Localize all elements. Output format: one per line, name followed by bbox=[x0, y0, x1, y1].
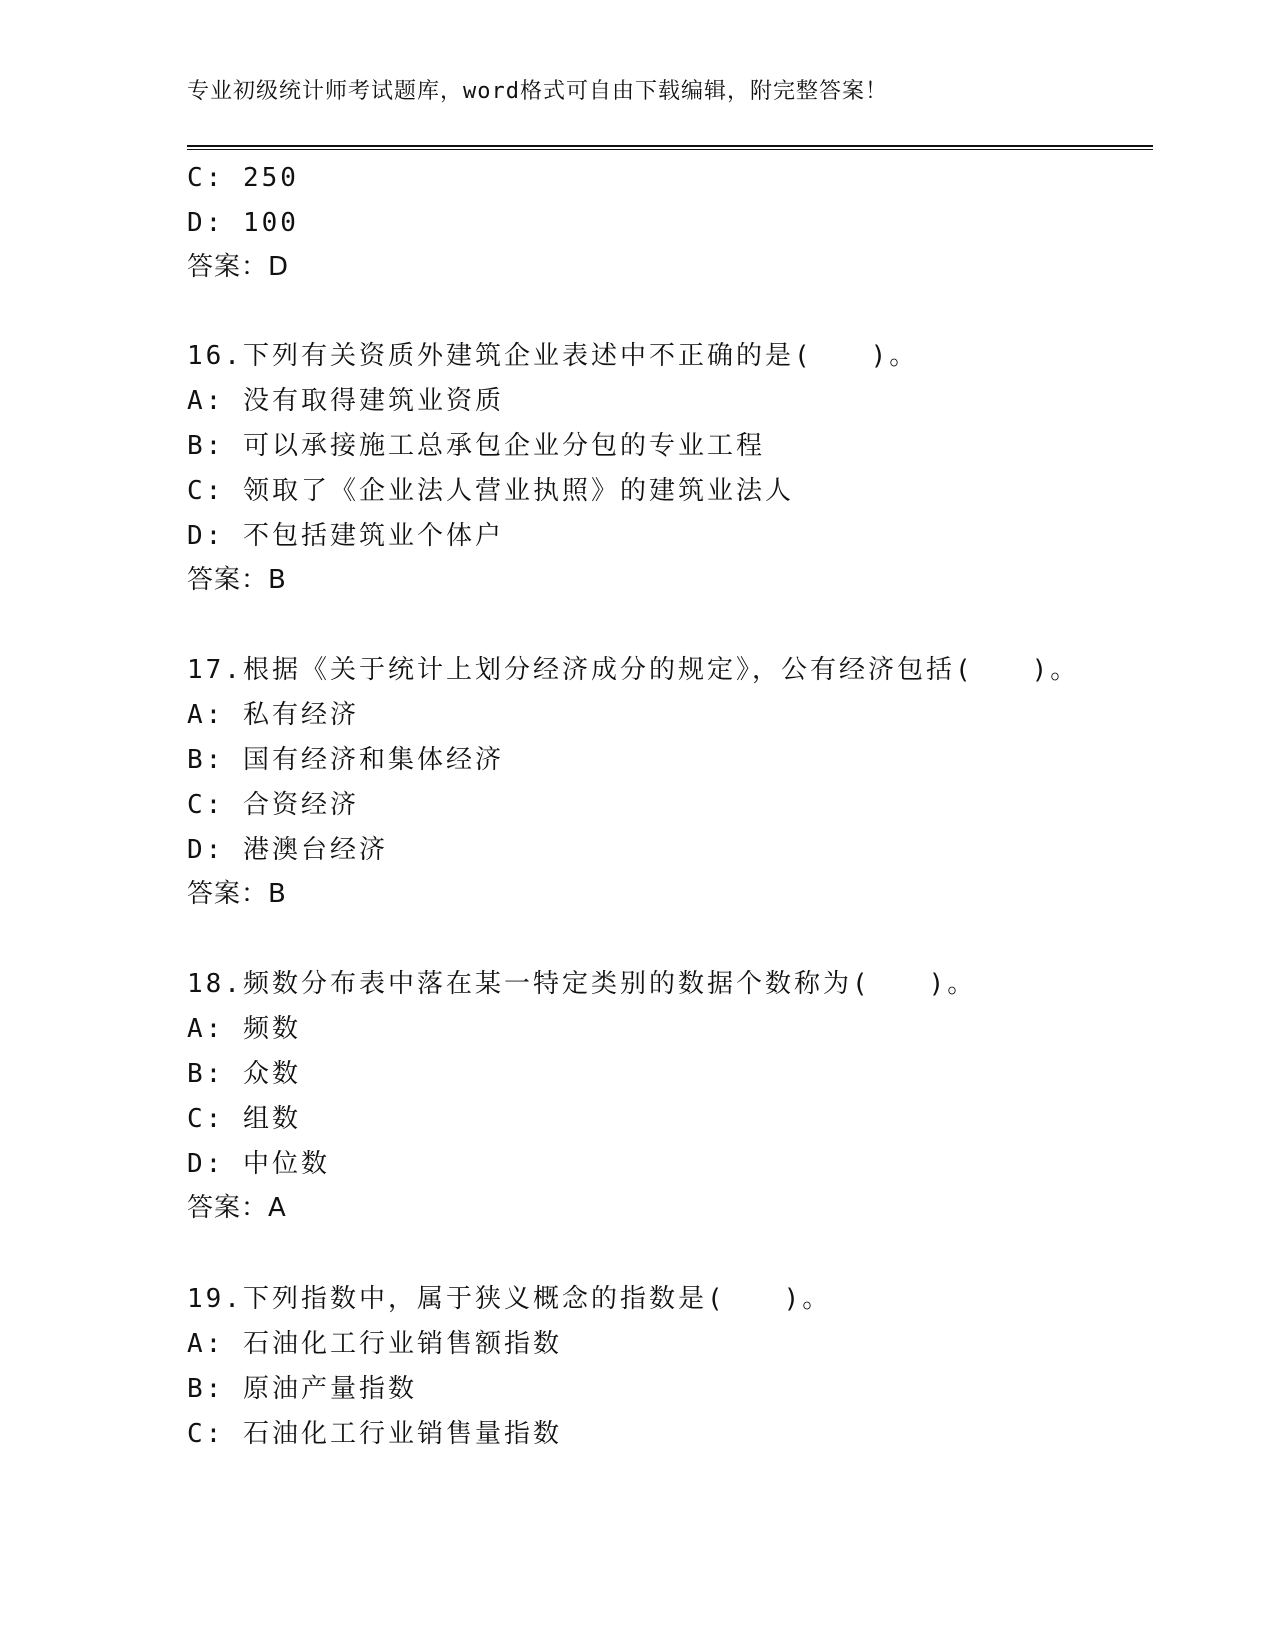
option-b: B: 原油产量指数 bbox=[187, 1374, 417, 1404]
option-d: D: 中位数 bbox=[187, 1149, 330, 1179]
option-a: A: 频数 bbox=[187, 1014, 301, 1044]
option-a: A: 石油化工行业销售额指数 bbox=[187, 1329, 562, 1359]
answer-line: 答案：B bbox=[187, 565, 287, 595]
option-d: D: 港澳台经济 bbox=[187, 835, 388, 865]
option-c: C: 石油化工行业销售量指数 bbox=[187, 1419, 562, 1449]
header-rule-thin bbox=[187, 149, 1153, 150]
question-stem: 19.下列指数中，属于狭义概念的指数是( )。 bbox=[187, 1284, 832, 1314]
question-stem: 16.下列有关资质外建筑企业表述中不正确的是( )。 bbox=[187, 341, 919, 371]
option-c: C: 250 bbox=[187, 163, 299, 193]
header-rule-thick bbox=[187, 145, 1153, 147]
option-c: C: 领取了《企业法人营业执照》的建筑业法人 bbox=[187, 476, 794, 506]
option-a: A: 私有经济 bbox=[187, 700, 359, 730]
option-b: B: 国有经济和集体经济 bbox=[187, 745, 504, 775]
option-b: B: 可以承接施工总承包企业分包的专业工程 bbox=[187, 431, 765, 461]
option-c: C: 合资经济 bbox=[187, 790, 359, 820]
option-b: B: 众数 bbox=[187, 1059, 301, 1089]
option-d: D: 不包括建筑业个体户 bbox=[187, 521, 504, 551]
answer-line: 答案：A bbox=[187, 1193, 287, 1223]
answer-line: 答案：B bbox=[187, 879, 287, 909]
page-header: 专业初级统计师考试题库，word格式可自由下载编辑，附完整答案！ bbox=[187, 79, 888, 104]
question-stem: 18.频数分布表中落在某一特定类别的数据个数称为( )。 bbox=[187, 969, 977, 999]
option-d: D: 100 bbox=[187, 208, 299, 238]
option-a: A: 没有取得建筑业资质 bbox=[187, 386, 504, 416]
question-stem: 17.根据《关于统计上划分经济成分的规定》，公有经济包括( )。 bbox=[187, 655, 1080, 685]
option-c: C: 组数 bbox=[187, 1104, 301, 1134]
answer-line: 答案：D bbox=[187, 252, 290, 282]
